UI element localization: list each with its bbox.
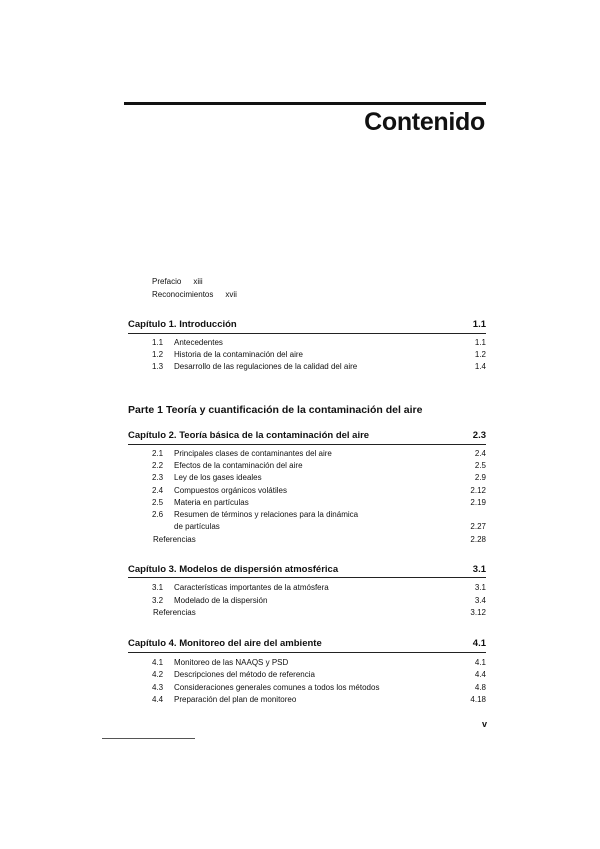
section-number: 2.1	[152, 449, 164, 458]
section-page: 2.9	[474, 473, 486, 482]
toc-entry[interactable]	[152, 473, 486, 482]
chapter-page: 3.1	[472, 564, 486, 575]
toc-entry[interactable]	[152, 362, 486, 371]
references-page: 2.28	[470, 535, 486, 544]
toc-front-reconocimientos[interactable]	[152, 290, 237, 299]
section-number: 4.2	[152, 670, 164, 679]
section-page: 2.12	[470, 486, 486, 495]
toc-entry[interactable]	[152, 596, 486, 605]
toc-entry[interactable]	[152, 338, 486, 347]
section-page: 4.8	[474, 683, 486, 692]
section-number: 4.3	[152, 683, 164, 692]
chapter-divider	[128, 444, 486, 445]
references-label: Referencias	[153, 608, 196, 617]
chapter-3-heading[interactable]	[128, 564, 486, 575]
chapter-title: Capítulo 2. Teoría básica de la contaminación del aire	[128, 430, 370, 441]
chapter-page: 1.1	[472, 319, 486, 330]
toc-entry[interactable]	[152, 350, 486, 359]
section-label: Características importantes de la atmósfera	[174, 583, 329, 592]
chapter-title: Capítulo 4. Monitoreo del aire del ambiente	[128, 638, 322, 649]
toc-front-prefacio[interactable]	[152, 277, 203, 286]
section-number: 2.4	[152, 486, 164, 495]
section-label: Descripciones del método de referencia	[174, 670, 315, 679]
toc-entry[interactable]	[152, 670, 486, 679]
top-rule	[124, 102, 486, 105]
section-number: 2.2	[152, 461, 164, 470]
footer-rule	[102, 738, 195, 739]
section-page: 1.4	[474, 362, 486, 371]
section-label: de partículas	[174, 522, 220, 531]
toc-entry[interactable]	[152, 510, 486, 519]
section-number: 4.4	[152, 695, 164, 704]
section-page: 4.18	[470, 695, 486, 704]
toc-entry[interactable]	[152, 449, 486, 458]
toc-entry[interactable]	[152, 522, 486, 531]
section-page: 3.4	[474, 596, 486, 605]
toc-entry[interactable]	[152, 486, 486, 495]
references-page: 3.12	[470, 608, 486, 617]
toc-entry[interactable]	[152, 461, 486, 470]
section-page: 2.4	[474, 449, 486, 458]
section-page: 3.1	[474, 583, 486, 592]
section-label: Compuestos orgánicos volátiles	[174, 486, 287, 495]
section-label: Resumen de términos y relaciones para la dinámica	[174, 510, 359, 519]
section-label: Efectos de la contaminación del aire	[174, 461, 303, 470]
section-page: 2.5	[474, 461, 486, 470]
section-page: 1.1	[474, 338, 486, 347]
toc-entry[interactable]	[152, 498, 486, 507]
section-number: 2.5	[152, 498, 164, 507]
page-number: v	[482, 719, 488, 729]
section-number: 3.1	[152, 583, 164, 592]
chapter-divider	[128, 577, 486, 578]
front-label: Reconocimientos	[152, 290, 214, 299]
section-label: Antecedentes	[174, 338, 223, 347]
chapter-divider	[128, 652, 486, 653]
section-label: Historia de la contaminación del aire	[174, 350, 303, 359]
chapter-page: 2.3	[472, 430, 486, 441]
toc-entry[interactable]	[152, 583, 486, 592]
chapter-divider	[128, 333, 486, 334]
section-number: 3.2	[152, 596, 164, 605]
section-page: 1.2	[474, 350, 486, 359]
section-number: 4.1	[152, 658, 164, 667]
section-number: 2.6	[152, 510, 164, 519]
chapter-4-heading[interactable]	[128, 638, 486, 649]
chapter-1-heading[interactable]	[128, 319, 486, 330]
toc-references[interactable]	[153, 535, 486, 544]
toc-entry[interactable]	[152, 658, 486, 667]
page-title: Contenido	[364, 108, 485, 136]
front-page: xiii	[193, 277, 203, 286]
references-label: Referencias	[153, 535, 196, 544]
section-label: Materia en partículas	[174, 498, 249, 507]
front-page: xvii	[225, 290, 237, 299]
section-label: Principales clases de contaminantes del aire	[174, 449, 332, 458]
section-label: Desarrollo de las regulaciones de la calidad del aire	[174, 362, 358, 371]
toc-entry[interactable]	[152, 695, 486, 704]
toc-entry[interactable]	[152, 683, 486, 692]
chapter-page: 4.1	[472, 638, 486, 649]
section-label: Consideraciones generales comunes a todos los métodos	[174, 683, 380, 692]
section-number: 2.3	[152, 473, 164, 482]
section-number: 1.1	[152, 338, 164, 347]
chapter-title: Capítulo 1. Introducción	[128, 319, 237, 330]
section-label: Monitoreo de las NAAQS y PSD	[174, 658, 289, 667]
section-label: Modelado de la dispersión	[174, 596, 268, 605]
section-label: Preparación del plan de monitoreo	[174, 695, 297, 704]
section-number: 1.2	[152, 350, 164, 359]
chapter-2-heading[interactable]	[128, 430, 486, 441]
section-page: 2.27	[470, 522, 486, 531]
section-label: Ley de los gases ideales	[174, 473, 262, 482]
section-number: 1.3	[152, 362, 164, 371]
part-1-heading[interactable]: Parte 1 Teoría y cuantificación de la contaminación del aire	[128, 404, 423, 416]
section-page: 4.1	[474, 658, 486, 667]
chapter-title: Capítulo 3. Modelos de dispersión atmosférica	[128, 564, 339, 575]
section-number	[152, 522, 174, 531]
section-page: 2.19	[470, 498, 486, 507]
section-page: 4.4	[474, 670, 486, 679]
front-label: Prefacio	[152, 277, 182, 286]
toc-references[interactable]	[153, 608, 486, 617]
